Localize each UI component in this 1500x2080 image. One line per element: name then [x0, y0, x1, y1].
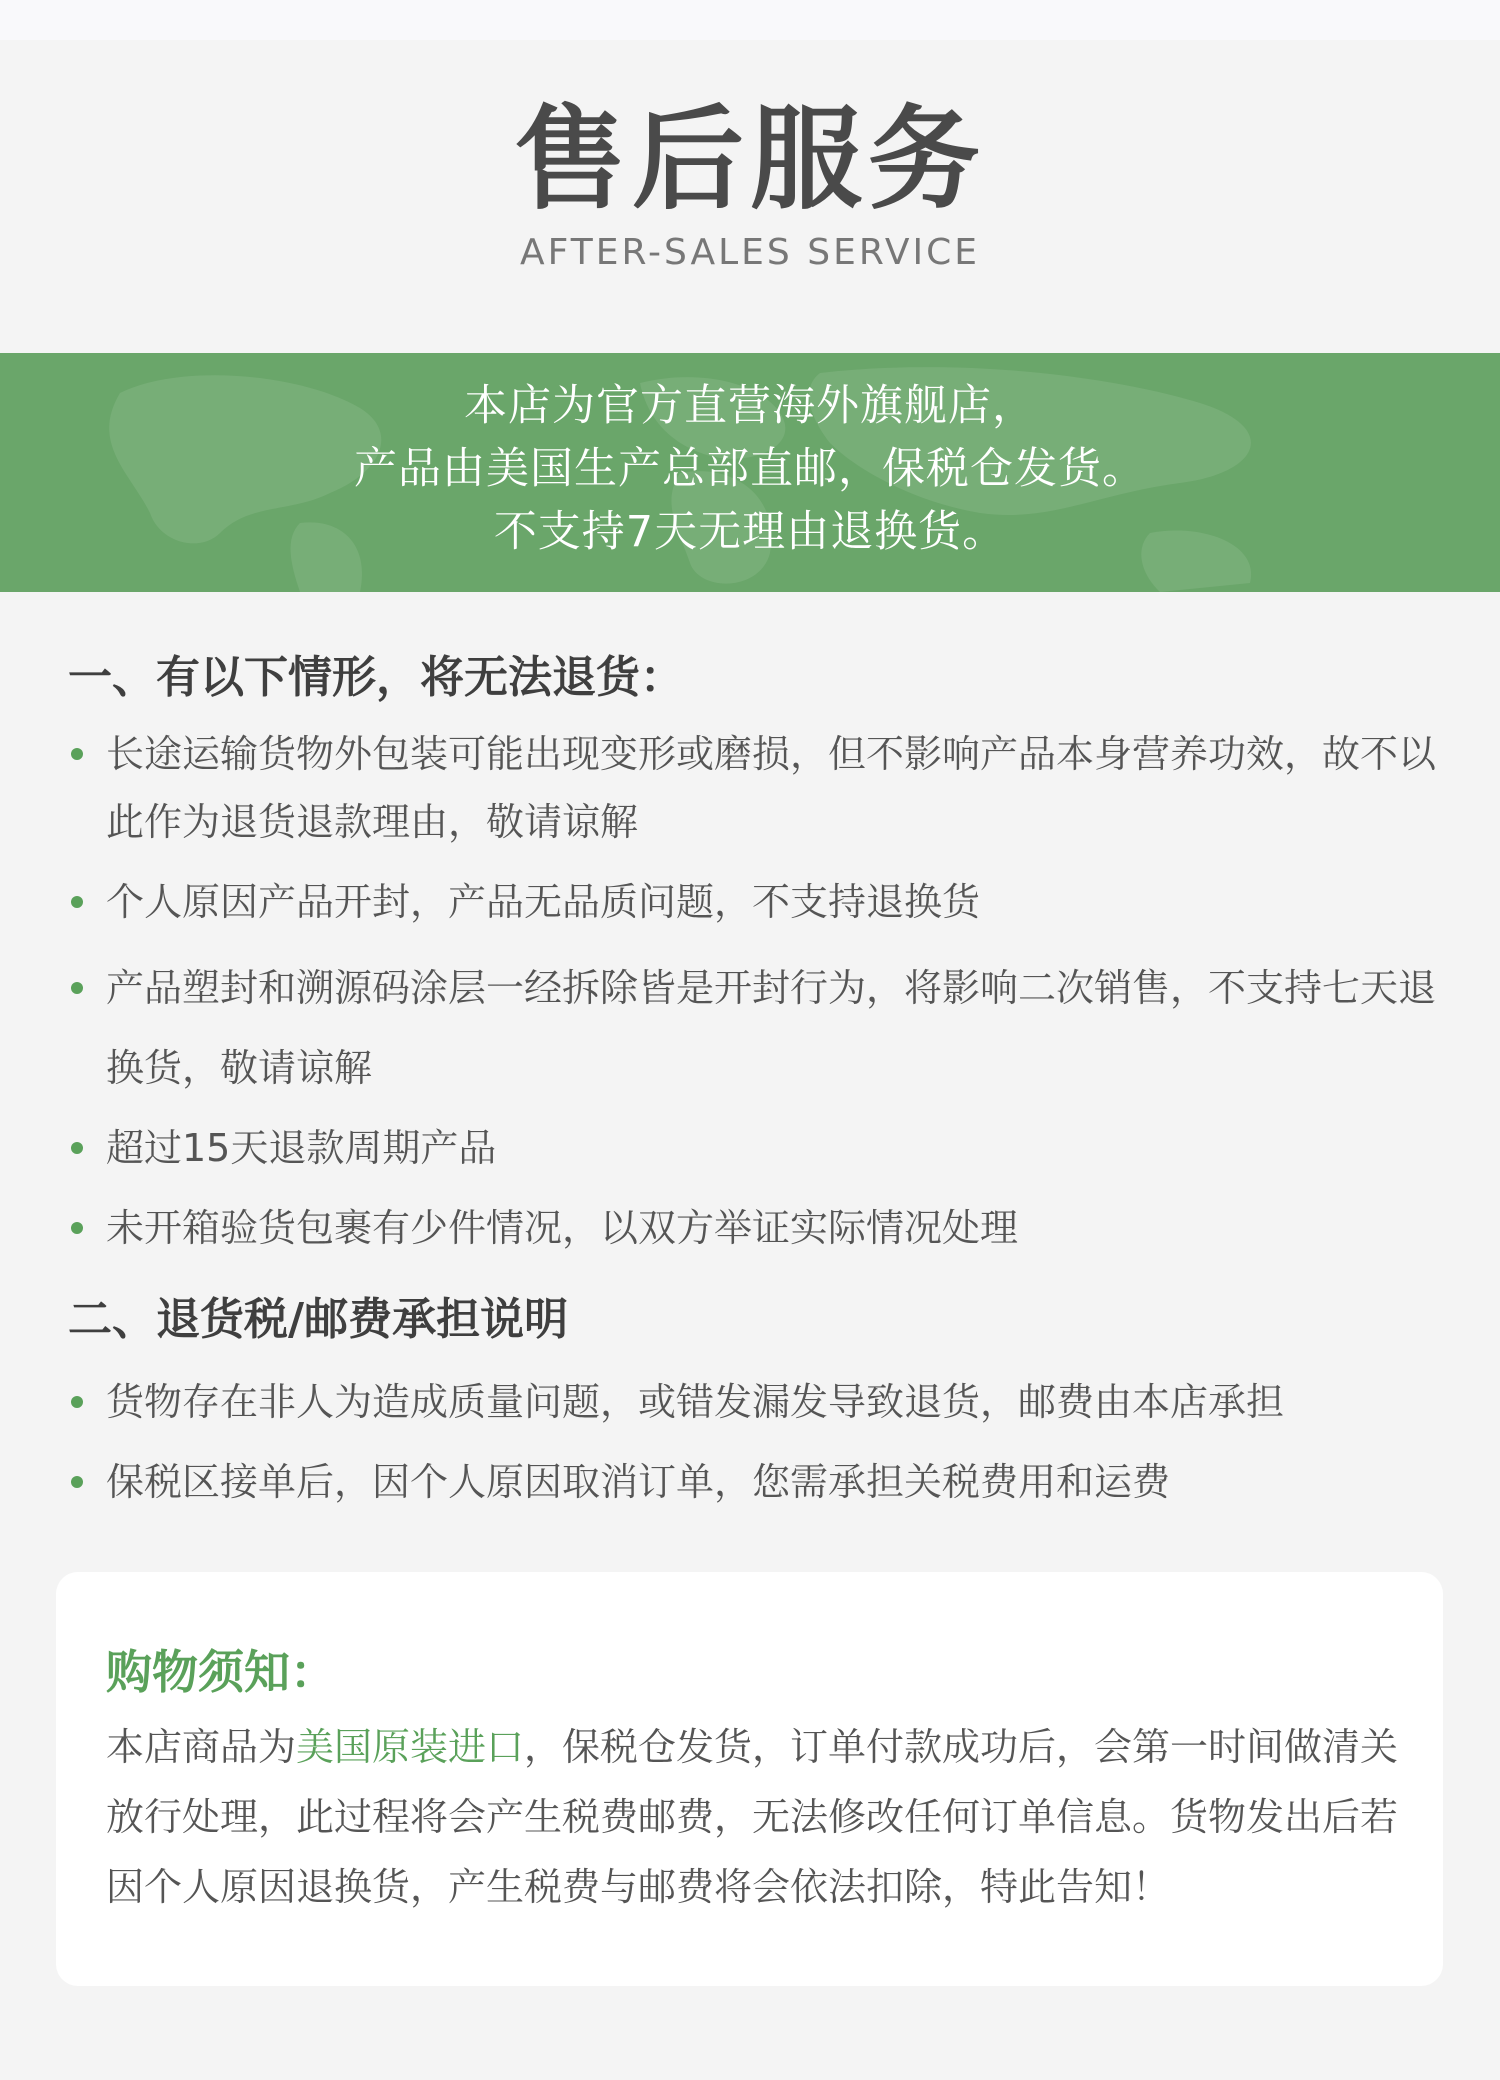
shopping-notice-card — [56, 1572, 1443, 1986]
no-return-section — [68, 648, 1448, 1268]
page-title: 售后服务 — [514, 95, 986, 225]
policy-banner — [0, 353, 1500, 592]
bullet-dot-icon — [71, 982, 83, 994]
return-fee-section — [68, 1290, 1448, 1522]
notice-text: ，保税仓发货，订单付款成功后，会第一时间做清关放行处理，此过程将会产生税费邮费，无法修改任何订单信息。货物发出后若因个人原因退换货，产生税费与邮费将会依法扣除，特此告知！ — [106, 1725, 1399, 1909]
top-strip — [0, 0, 1500, 40]
list-item: 货物存在非人为造成质量问题，或错发漏发导致退货，邮费由本店承担 — [68, 1362, 1448, 1442]
bullet-dot-icon — [71, 1142, 83, 1154]
return-fee-list — [68, 1362, 1448, 1522]
page-heading — [0, 95, 1500, 273]
no-return-list — [68, 720, 1448, 1268]
notice-highlight: 美国原装进口 — [296, 1725, 525, 1769]
banner-line: 产品由美国生产总部直邮，保税仓发货。 — [354, 444, 1146, 494]
bullet-dot-icon — [71, 1222, 83, 1234]
list-item: 超过15天退款周期产品 — [68, 1108, 1448, 1188]
section-title: 一、有以下情形，将无法退货： — [68, 652, 684, 703]
section-title: 二、退货税/邮费承担说明 — [68, 1294, 569, 1345]
banner-line: 不支持7天无理由退换货。 — [493, 507, 1007, 557]
notice-body — [106, 1712, 1406, 1922]
banner-line: 本店为官方直营海外旗舰店， — [464, 381, 1036, 431]
bullet-dot-icon — [71, 1396, 83, 1408]
bullet-dot-icon — [71, 748, 83, 760]
bullet-dot-icon — [71, 896, 83, 908]
list-item: 长途运输货物外包装可能出现变形或磨损，但不影响产品本身营养功效，故不以此作为退货退款理由，敬请谅解 — [68, 720, 1448, 856]
notice-title: 购物须知： — [106, 1645, 336, 1699]
bullet-dot-icon — [71, 1476, 83, 1488]
list-item: 保税区接单后，因个人原因取消订单，您需承担关税费用和运费 — [68, 1442, 1448, 1522]
page-subtitle: AFTER-SALES SERVICE — [520, 232, 980, 273]
list-item: 未开箱验货包裹有少件情况，以双方举证实际情况处理 — [68, 1188, 1448, 1268]
notice-text: 本店商品为 — [106, 1725, 297, 1769]
list-item: 产品塑封和溯源码涂层一经拆除皆是开封行为，将影响二次销售，不支持七天退换货，敬请谅解 — [68, 948, 1448, 1108]
banner-text — [0, 375, 1500, 564]
list-item: 个人原因产品开封，产品无品质问题，不支持退换货 — [68, 868, 1448, 936]
